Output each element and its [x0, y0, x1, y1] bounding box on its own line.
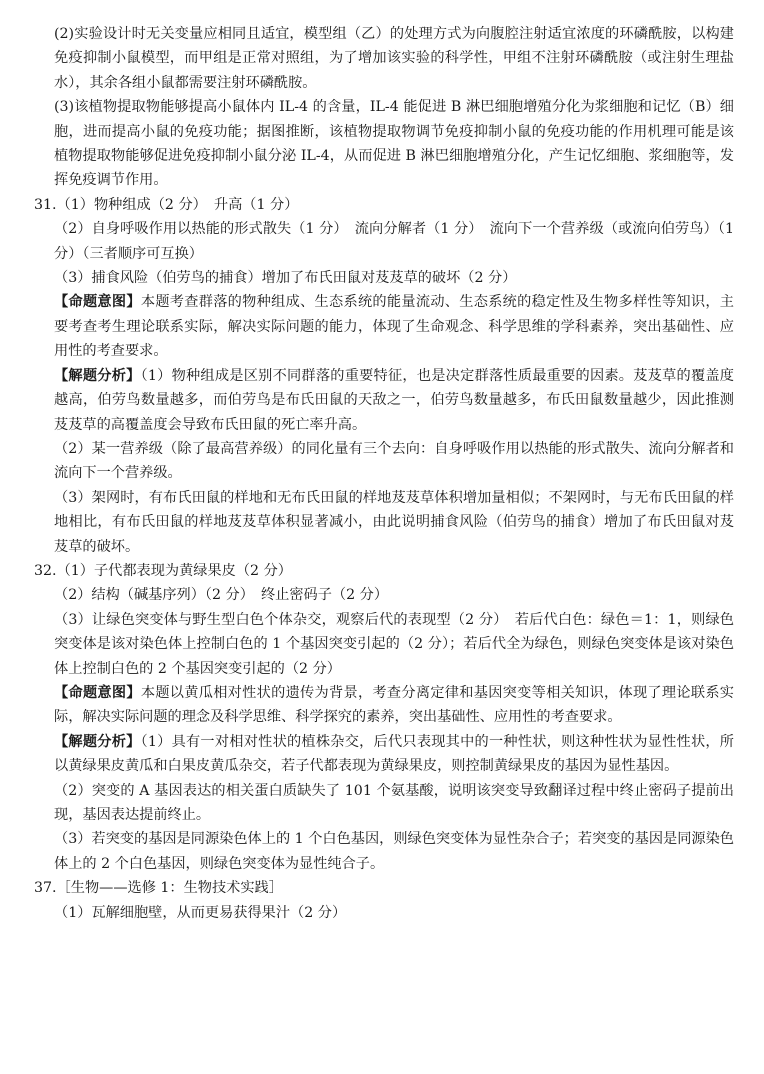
paragraph-text: （2）结构（碱基序列）（2 分） 终止密码子（2 分）: [54, 587, 389, 604]
answer-31-2: [34, 217, 734, 266]
analysis-31-3: [34, 486, 734, 559]
paragraph-text: （1）具有一对相对性状的植株杂交，后代只表现其中的一种性状，则这种性状为显性性状，所以黄绿果皮黄瓜和白果皮黄瓜杂交，若子代都表现为黄绿果皮，则控制黄绿果皮的基因为显性基因。: [54, 733, 734, 775]
paragraph-text: 本题考查群落的物种组成、生态系统的能量流动、生态系统的稳定性及生物多样性等知识，主要考查考生理论联系实际，解决实际问题的能力，体现了生命观念、科学思维的学科素养，突出基础性、应用性的考查要求。: [54, 294, 734, 360]
paragraph-text: （3）若突变的基因是同源染色体上的 1 个白色基因，则绿色突变体为显性杂合子；若突变的基因是同源染色体上的 2 个白色基因，则绿色突变体为显性纯合子。: [54, 831, 734, 872]
paragraph-text: (2)实验设计时无关变量应相同且适宜，模型组（乙）的处理方式为向腹腔注射适宜浓度的环磷酰胺，以构建免疫抑制小鼠模型，而甲组是正常对照组，为了增加该实验的科学性，甲组不注射环磷酰胺（或注射生理盐水），其余各组小鼠都需要注射环磷酰胺。: [54, 26, 734, 91]
answer-page: [34, 22, 734, 925]
answer-31-3: [34, 266, 734, 290]
paragraph-text: （1）物种组成是区别不同群落的重要特征，也是决定群落性质最重要的因素。芨芨草的覆盖度越高，伯劳鸟数量越多，而伯劳鸟是布氏田鼠的天敌之一，伯劳鸟数量越多，布氏田鼠数量越少，因此推测芨芨草的高覆盖度会导致布氏田鼠的死亡率升高。: [54, 367, 734, 433]
answer-37-1: [34, 901, 734, 925]
analysis-tag: 【解题分析】: [54, 733, 141, 750]
paragraph-30-2: [34, 22, 734, 95]
answer-31-1: [34, 193, 734, 217]
intent-tag: 【命题意图】: [54, 684, 141, 701]
answer-32-1: [34, 559, 734, 583]
paragraph-30-3: [34, 95, 734, 193]
intent-31: [34, 290, 734, 363]
paragraph-text: （3）捕食风险（伯劳鸟的捕食）增加了布氏田鼠对芨芨草的破坏（2 分）: [54, 270, 517, 287]
analysis-32-2: [34, 779, 734, 828]
paragraph-text: （1）瓦解细胞壁，从而更易获得果汁（2 分）: [54, 904, 347, 921]
paragraph-text: (3)该植物提取物能够提高小鼠体内 IL-4 的含量，IL-4 能促进 B 淋巴细胞增殖分化为浆细胞和记忆（B）细胞，进而提高小鼠的免疫功能；据图推断，该植物提取物调节免疫抑制小鼠的免疫功能的作用机理可能是该植物提取物能够促进免疫抑制小鼠分泌 IL-4，从而促进 B 淋巴细胞增殖分化，产生记忆细胞、浆细胞等，发挥免疫调节作用。: [54, 99, 734, 189]
analysis-tag: 【解题分析】: [54, 367, 141, 384]
paragraph-text: （2）突变的 A 基因表达的相关蛋白质缺失了 101 个氨基酸，说明该突变导致翻译过程中终止密码子提前出现，基因表达提前终止。: [54, 782, 734, 823]
answer-32-3: [34, 608, 734, 681]
analysis-32-1: [34, 730, 734, 779]
answer-32-2: [34, 583, 734, 607]
paragraph-text: 37.［生物——选修 1：生物技术实践］: [34, 880, 283, 897]
paragraph-text: （2）自身呼吸作用以热能的形式散失（1 分） 流向分解者（1 分） 流向下一个营养级（或流向伯劳鸟）（1 分）（三者顺序可互换）: [54, 221, 734, 262]
paragraph-text: 31.（1）物种组成（2 分） 升高（1 分）: [34, 196, 299, 213]
analysis-31-1: [34, 364, 734, 437]
analysis-31-2: [34, 437, 734, 486]
intent-tag: 【命题意图】: [54, 294, 141, 311]
paragraph-text: （3）架网时，有布氏田鼠的样地和无布氏田鼠的样地芨芨草体积增加量相似；不架网时，与无布氏田鼠的样地相比，有布氏田鼠的样地芨芨草体积显著减小，由此说明捕食风险（伯劳鸟的捕食）增加了布氏田鼠对芨芨草的破坏。: [54, 489, 734, 555]
paragraph-text: （3）让绿色突变体与野生型白色个体杂交，观察后代的表现型（2 分） 若后代白色：绿色＝1：1，则绿色突变体是该对染色体上控制白色的 1 个基因突变引起的（2 分）；若后代全为绿色，则绿色突变体是该对染色体上控制白色的 2 个基因突变引起的（2 分）: [54, 611, 734, 677]
paragraph-text: （2）某一营养级（除了最高营养级）的同化量有三个去向：自身呼吸作用以热能的形式散失、流向分解者和流向下一个营养级。: [54, 440, 734, 482]
intent-32: [34, 681, 734, 730]
section-37-heading: [34, 876, 734, 900]
paragraph-text: 32.（1）子代都表现为黄绿果皮（2 分）: [34, 562, 292, 579]
analysis-32-3: [34, 827, 734, 876]
paragraph-text: 本题以黄瓜相对性状的遗传为背景，考查分离定律和基因突变等相关知识，体现了理论联系实际，解决实际问题的理念及科学思维、科学探究的素养，突出基础性、应用性的考查要求。: [54, 684, 734, 726]
